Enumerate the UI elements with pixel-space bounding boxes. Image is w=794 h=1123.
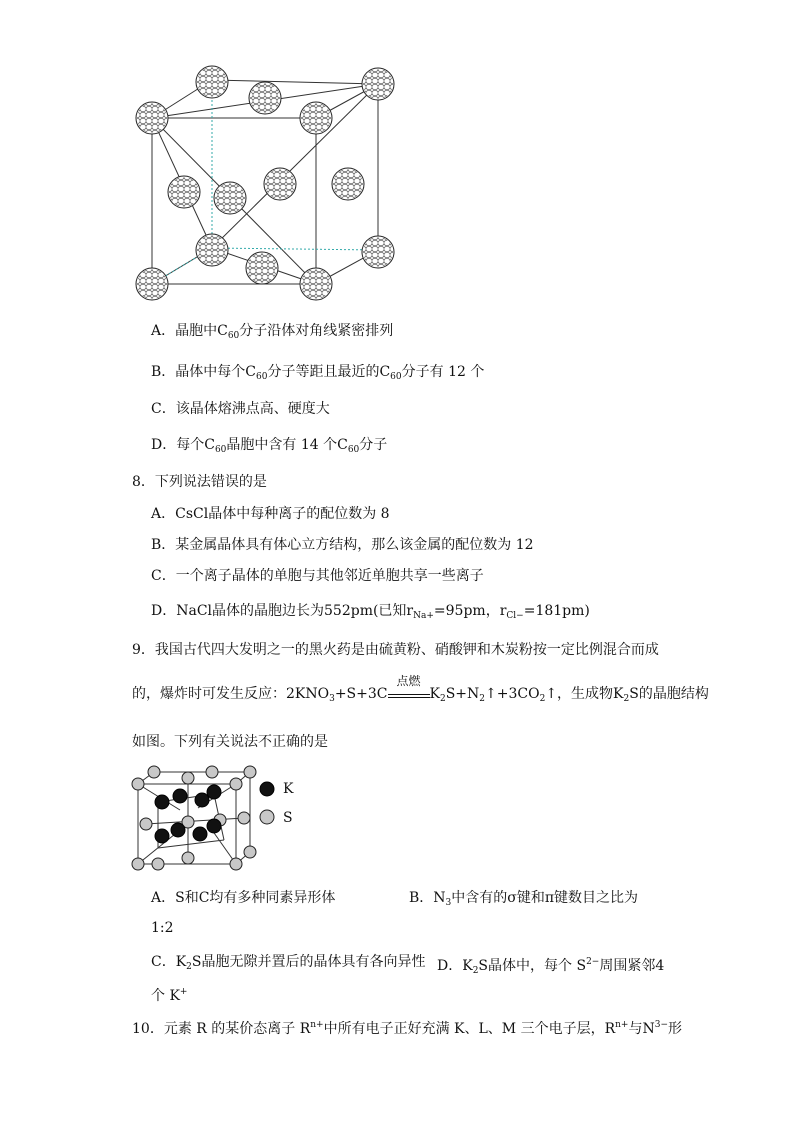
q9-stem-line1: 9．我国古代四大发明之一的黑火药是由硫黄粉、硝酸钾和木炭粉按一定比例混合而成 (132, 642, 659, 658)
reaction-arrow: 点燃 (388, 685, 430, 698)
q7-option-b: B．晶体中每个$C_{60}$分子等距且最近的$C_{60}$分子有 12 个 (151, 364, 485, 382)
legend-s-dot (258, 808, 276, 826)
q9-option-b: B．$N_3$中含有的σ键和π键数目之比为 (409, 890, 639, 908)
q10-stem: 10．元素 R 的某价态离子 $R^{n+}$中所有电子正好充满 K、L、M 三个电子层，$R^{n+}$与$N^{3-}$形 (132, 1020, 682, 1037)
q9-option-c: C．$K_2S$晶胞无隙并置后的晶体具有各向异性 (151, 954, 426, 972)
q9-stem-line2: 的，爆炸时可发生反应：$2KNO_3+S+3C$ 点燃 $K_2S+N_2↑+3CO_2↑$，生成物$K_2S$的晶胞结构 (132, 674, 709, 704)
q8-option-c: C．一个离子晶体的单胞与其他邻近单胞共享一些离子 (151, 568, 484, 584)
k2s-unit-cell-figure (128, 764, 268, 874)
q8-option-d: D．NaCl晶体的晶胞边长为552pm(已知$r_{Na+}=95pm$，$r_{Cl-}=181pm$) (151, 603, 590, 621)
q9-option-b-continued: 1:2 (151, 920, 174, 936)
q8-option-a: A．CsCl晶体中每种离子的配位数为 8 (151, 506, 390, 522)
q9-option-a: A．S和C均有多种同素异形体 (151, 890, 336, 906)
q9-stem-line3: 如图。下列有关说法不正确的是 (132, 734, 328, 750)
q7-option-a: A．晶胞中$C_{60}$分子沿体对角线紧密排列 (151, 323, 394, 341)
q8-stem: 8．下列说法错误的是 (132, 474, 267, 490)
legend-k-label: K (283, 781, 294, 797)
q9-option-d: D．$K_2S$晶体中，每个 $S^{2-}$周围紧邻4 (437, 957, 665, 976)
q9-option-d-continued: 个 K+ (151, 987, 188, 1004)
c60-unit-cell-figure (130, 62, 400, 307)
legend-k-dot (258, 780, 276, 798)
legend-s-label: S (283, 810, 293, 826)
q7-option-d: D．每个$C_{60}$晶胞中含有 14 个$C_{60}$分子 (151, 437, 388, 455)
q7-option-c: C．该晶体熔沸点高、硬度大 (151, 401, 330, 417)
q8-option-b: B．某金属晶体具有体心立方结构，那么该金属的配位数为 12 (151, 537, 534, 553)
